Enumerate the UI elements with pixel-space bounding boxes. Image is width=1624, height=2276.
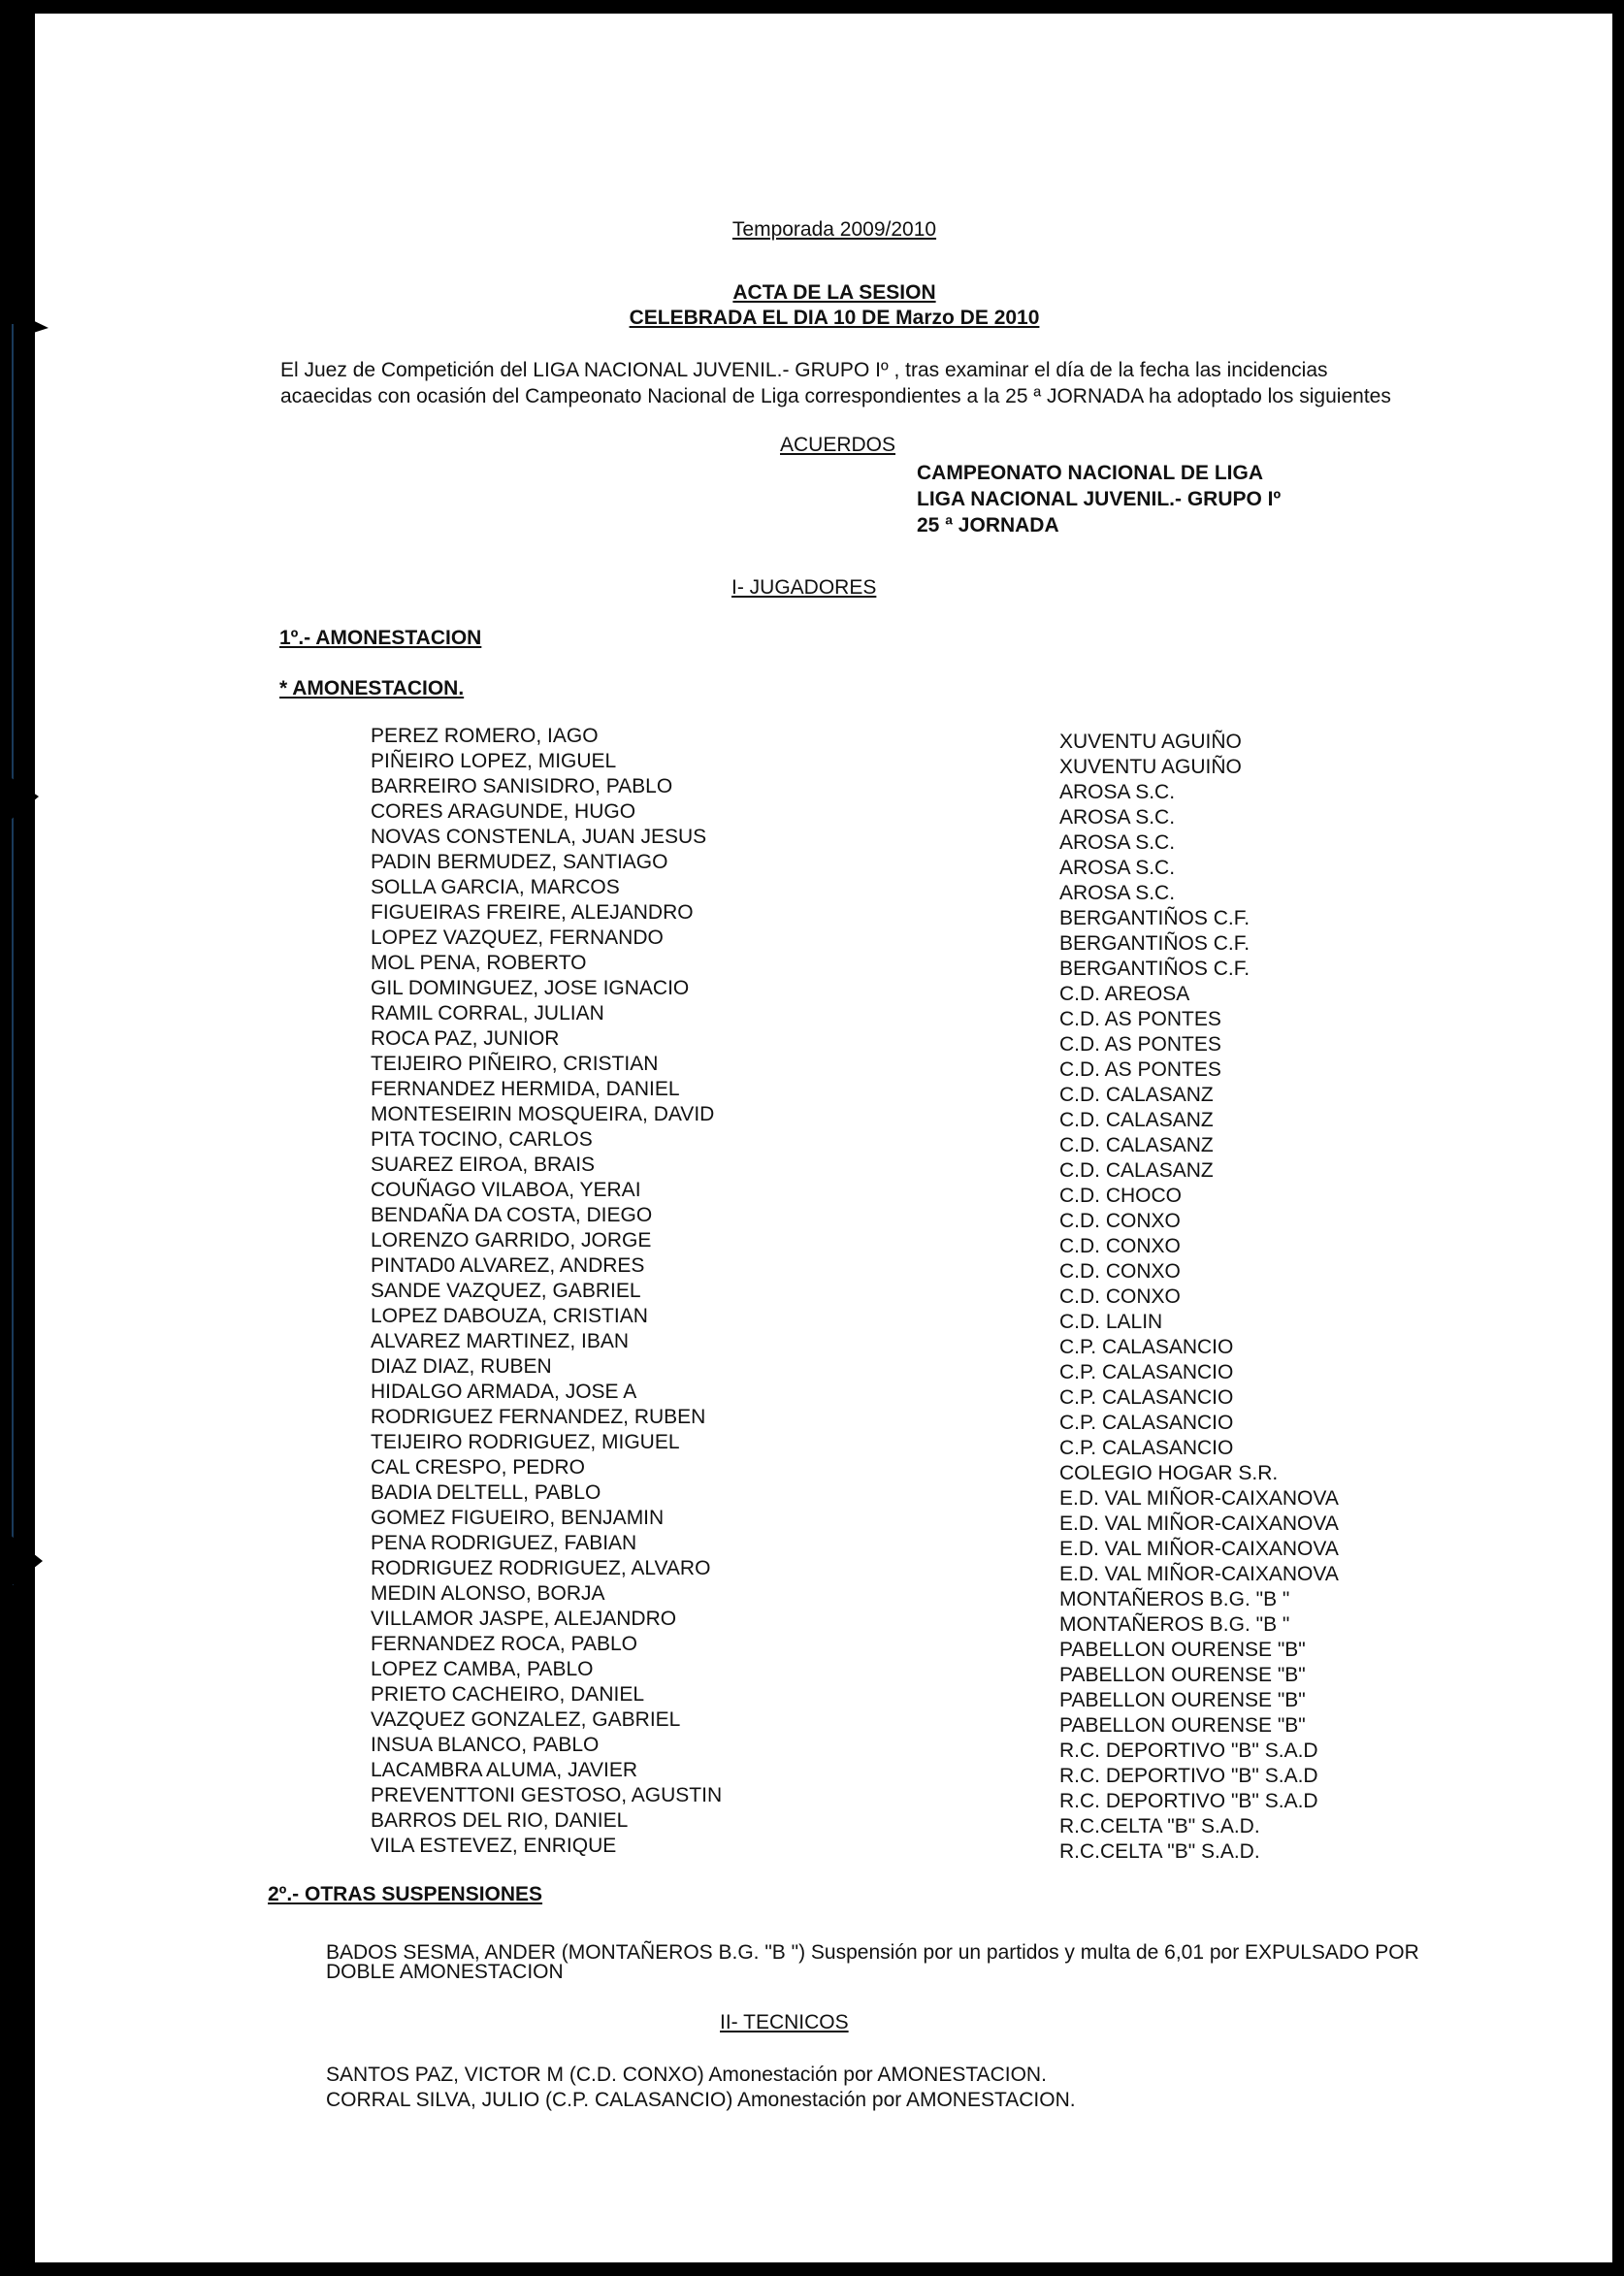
club-name: C.D. CALASANZ: [1059, 1084, 1214, 1106]
player-name: LOPEZ DABOUZA, CRISTIAN: [371, 1305, 648, 1327]
club-name: AROSA S.C.: [1059, 806, 1176, 829]
amonestacion-heading: 1º.- AMONESTACION: [279, 627, 482, 649]
club-name: MONTAÑEROS B.G. "B ": [1059, 1613, 1290, 1636]
player-name: DIAZ DIAZ, RUBEN: [371, 1355, 552, 1378]
player-name: MOL PENA, ROBERTO: [371, 952, 587, 974]
player-name: CORES ARAGUNDE, HUGO: [371, 800, 636, 823]
player-name: MONTESEIRIN MOSQUEIRA, DAVID: [371, 1103, 715, 1125]
club-name: C.P. CALASANCIO: [1059, 1336, 1234, 1358]
club-name: R.C. DEPORTIVO "B" S.A.D: [1059, 1790, 1318, 1812]
club-name: C.D. CONXO: [1059, 1235, 1181, 1257]
club-name: E.D. VAL MIÑOR-CAIXANOVA: [1059, 1512, 1339, 1535]
player-name: HIDALGO ARMADA, JOSE A: [371, 1381, 637, 1403]
player-name: MEDIN ALONSO, BORJA: [371, 1582, 605, 1605]
club-name: R.C.CELTA "B" S.A.D.: [1059, 1815, 1260, 1837]
player-name: PINTAD0 ALVAREZ, ANDRES: [371, 1254, 645, 1277]
player-name: PEREZ ROMERO, IAGO: [371, 725, 599, 747]
club-name: AROSA S.C.: [1059, 857, 1176, 879]
club-name: AROSA S.C.: [1059, 831, 1176, 854]
player-name: TEIJEIRO RODRIGUEZ, MIGUEL: [371, 1431, 680, 1453]
player-name: LOPEZ CAMBA, PABLO: [371, 1658, 594, 1680]
player-name: COUÑAGO VILABOA, YERAI: [371, 1179, 641, 1201]
document-page: [35, 14, 1612, 2262]
scan-edge-artifact: [0, 1527, 43, 1595]
club-name: PABELLON OURENSE "B": [1059, 1714, 1306, 1737]
player-name: VAZQUEZ GONZALEZ, GABRIEL: [371, 1708, 681, 1731]
player-name: TEIJEIRO PIÑEIRO, CRISTIAN: [371, 1053, 659, 1075]
acta-date: CELEBRADA EL DIA 10 DE Marzo DE 2010: [629, 307, 1040, 329]
club-name: E.D. VAL MIÑOR-CAIXANOVA: [1059, 1487, 1339, 1510]
club-name: C.P. CALASANCIO: [1059, 1361, 1234, 1383]
player-name: VILA ESTEVEZ, ENRIQUE: [371, 1835, 617, 1857]
player-name: PADIN BERMUDEZ, SANTIAGO: [371, 851, 668, 873]
suspension-line-2: DOBLE AMONESTACION: [326, 1961, 564, 1983]
player-name: CAL CRESPO, PEDRO: [371, 1456, 585, 1479]
otras-suspensiones-heading: 2º.- OTRAS SUSPENSIONES: [268, 1883, 543, 1905]
player-name: BARREIRO SANISIDRO, PABLO: [371, 775, 673, 797]
scan-edge-artifact: [0, 770, 39, 829]
player-name: SANDE VAZQUEZ, GABRIEL: [371, 1280, 641, 1302]
club-name: C.D. LALIN: [1059, 1311, 1163, 1333]
suspension-line-1: BADOS SESMA, ANDER (MONTAÑEROS B.G. "B ") Suspensión por un partidos y multa de 6,01 por EXPULSADO POR: [326, 1941, 1419, 1964]
club-name: C.D. CONXO: [1059, 1285, 1181, 1308]
player-name: RAMIL CORRAL, JULIAN: [371, 1002, 604, 1024]
intro-line-1: El Juez de Competición del LIGA NACIONAL JUVENIL.- GRUPO Iº , tras examinar el día de la fecha las incidencias: [280, 359, 1328, 381]
club-name: C.D. AS PONTES: [1059, 1008, 1221, 1030]
player-name: GIL DOMINGUEZ, JOSE IGNACIO: [371, 977, 690, 999]
club-name: C.D. AREOSA: [1059, 983, 1190, 1005]
player-name: PITA TOCINO, CARLOS: [371, 1128, 593, 1151]
scan-edge-artifact: [0, 305, 49, 343]
player-name: BADIA DELTELL, PABLO: [371, 1481, 601, 1504]
club-name: BERGANTIÑOS C.F.: [1059, 958, 1250, 980]
player-name: LACAMBRA ALUMA, JAVIER: [371, 1759, 638, 1781]
section-tecnicos-title: II- TECNICOS: [720, 2011, 849, 2033]
club-name: C.D. CALASANZ: [1059, 1134, 1214, 1156]
player-name: PREVENTTONI GESTOSO, AGUSTIN: [371, 1784, 723, 1806]
acta-title: ACTA DE LA SESION: [732, 281, 936, 304]
player-name: SOLLA GARCIA, MARCOS: [371, 876, 620, 898]
player-name: PENA RODRIGUEZ, FABIAN: [371, 1532, 637, 1554]
club-name: R.C.CELTA "B" S.A.D.: [1059, 1840, 1260, 1863]
club-name: MONTAÑEROS B.G. "B ": [1059, 1588, 1290, 1610]
player-name: FERNANDEZ HERMIDA, DANIEL: [371, 1078, 680, 1100]
acuerdos-line-1: CAMPEONATO NACIONAL DE LIGA: [917, 462, 1264, 484]
club-name: PABELLON OURENSE "B": [1059, 1689, 1306, 1711]
club-name: E.D. VAL MIÑOR-CAIXANOVA: [1059, 1563, 1339, 1585]
club-name: C.D. AS PONTES: [1059, 1033, 1221, 1056]
club-name: XUVENTU AGUIÑO: [1059, 756, 1242, 778]
player-name: RODRIGUEZ FERNANDEZ, RUBEN: [371, 1406, 706, 1428]
player-name: BARROS DEL RIO, DANIEL: [371, 1809, 629, 1832]
club-name: PABELLON OURENSE "B": [1059, 1639, 1306, 1661]
club-name: COLEGIO HOGAR S.R.: [1059, 1462, 1279, 1484]
tecnico-line-1: SANTOS PAZ, VICTOR M (C.D. CONXO) Amonestación por AMONESTACION.: [326, 2064, 1047, 2086]
club-name: AROSA S.C.: [1059, 882, 1176, 904]
player-name: RODRIGUEZ RODRIGUEZ, ALVARO: [371, 1557, 711, 1579]
club-name: BERGANTIÑOS C.F.: [1059, 907, 1250, 929]
acuerdos-line-2: LIGA NACIONAL JUVENIL.- GRUPO Iº: [917, 488, 1282, 510]
player-name: SUAREZ EIROA, BRAIS: [371, 1154, 596, 1176]
club-name: C.D. CALASANZ: [1059, 1109, 1214, 1131]
acuerdos-title: ACUERDOS: [780, 434, 896, 456]
acuerdos-line-3: 25 ª JORNADA: [917, 514, 1059, 536]
player-name: LOPEZ VAZQUEZ, FERNANDO: [371, 927, 664, 949]
player-name: BENDAÑA DA COSTA, DIEGO: [371, 1204, 653, 1226]
amonestacion-subheading: * AMONESTACION.: [279, 677, 465, 699]
season-title: Temporada 2009/2010: [731, 218, 937, 241]
club-name: C.D. CONXO: [1059, 1260, 1181, 1283]
club-name: C.P. CALASANCIO: [1059, 1386, 1234, 1409]
player-name: INSUA BLANCO, PABLO: [371, 1734, 600, 1756]
player-name: FIGUEIRAS FREIRE, ALEJANDRO: [371, 901, 694, 924]
player-name: NOVAS CONSTENLA, JUAN JESUS: [371, 826, 707, 848]
intro-line-2: acaecidas con ocasión del Campeonato Nacional de Liga correspondientes a la 25 ª JORNADA ha adoptado los siguientes: [280, 385, 1391, 407]
player-name: ROCA PAZ, JUNIOR: [371, 1027, 560, 1050]
player-name: FERNANDEZ ROCA, PABLO: [371, 1633, 637, 1655]
clubs-list: [1059, 730, 1339, 1865]
club-name: XUVENTU AGUIÑO: [1059, 731, 1242, 753]
players-list: [371, 724, 722, 1859]
club-name: C.D. CHOCO: [1059, 1185, 1182, 1207]
club-name: C.P. CALASANCIO: [1059, 1412, 1234, 1434]
club-name: E.D. VAL MIÑOR-CAIXANOVA: [1059, 1538, 1339, 1560]
section-jugadores-title: I- JUGADORES: [731, 576, 877, 599]
club-name: AROSA S.C.: [1059, 781, 1176, 803]
player-name: ALVAREZ MARTINEZ, IBAN: [371, 1330, 630, 1352]
player-name: PRIETO CACHEIRO, DANIEL: [371, 1683, 645, 1706]
scan-edge-artifact: [12, 324, 14, 1585]
player-name: GOMEZ FIGUEIRO, BENJAMIN: [371, 1507, 665, 1529]
club-name: C.P. CALASANCIO: [1059, 1437, 1234, 1459]
club-name: R.C. DEPORTIVO "B" S.A.D: [1059, 1740, 1318, 1762]
club-name: BERGANTIÑOS C.F.: [1059, 932, 1250, 955]
club-name: C.D. CALASANZ: [1059, 1159, 1214, 1182]
player-name: VILLAMOR JASPE, ALEJANDRO: [371, 1608, 677, 1630]
player-name: PIÑEIRO LOPEZ, MIGUEL: [371, 750, 617, 772]
club-name: C.D. CONXO: [1059, 1210, 1181, 1232]
club-name: C.D. AS PONTES: [1059, 1058, 1221, 1081]
tecnico-line-2: CORRAL SILVA, JULIO (C.P. CALASANCIO) Amonestación por AMONESTACION.: [326, 2089, 1076, 2111]
club-name: R.C. DEPORTIVO "B" S.A.D: [1059, 1765, 1318, 1787]
club-name: PABELLON OURENSE "B": [1059, 1664, 1306, 1686]
player-name: LORENZO GARRIDO, JORGE: [371, 1229, 652, 1252]
